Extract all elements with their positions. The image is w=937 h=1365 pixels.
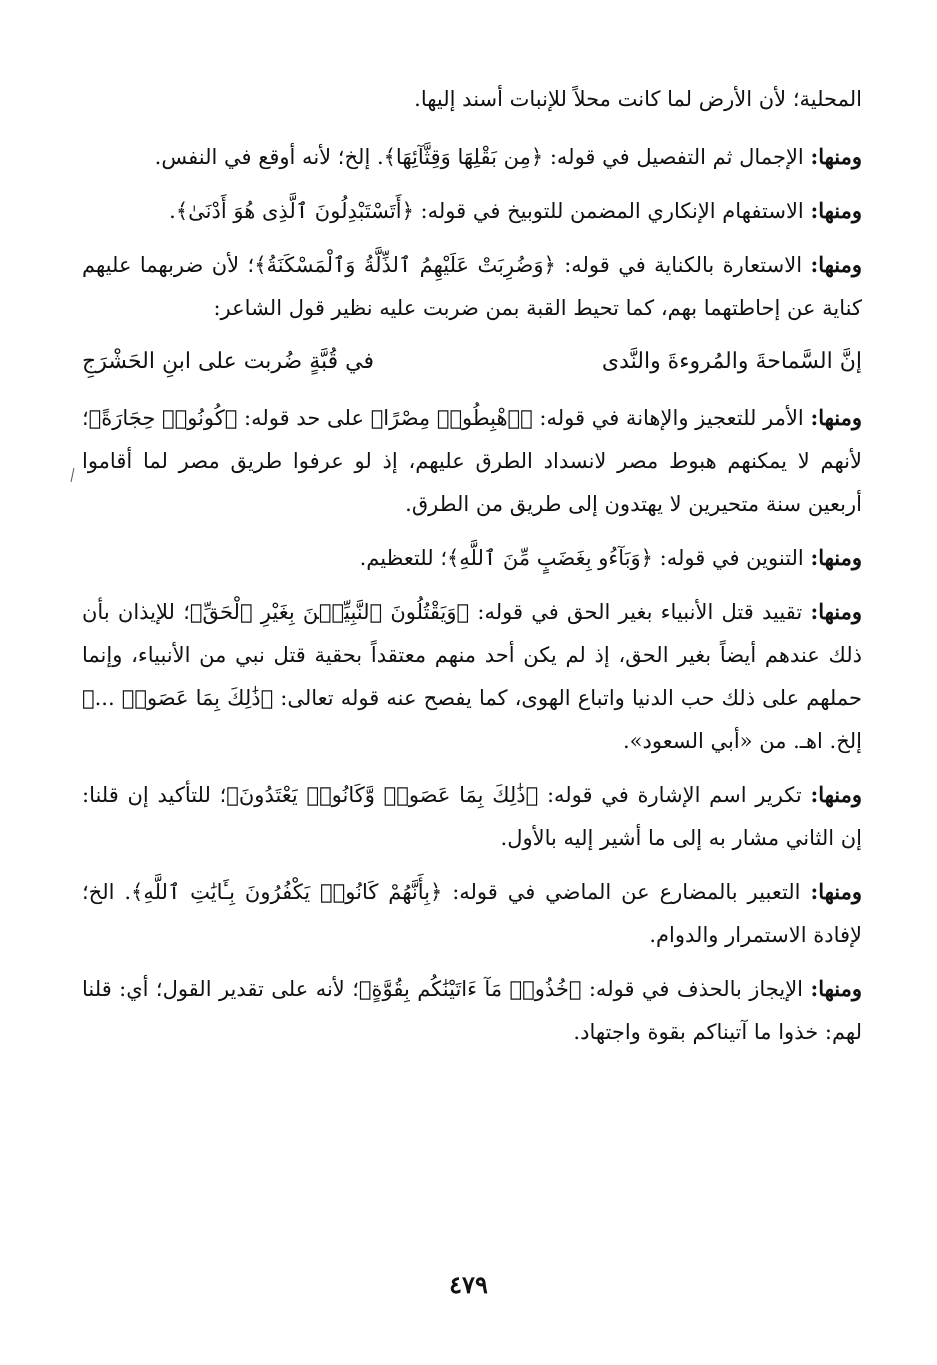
scan-mark [71,468,75,482]
paragraph-lead: ومنها: [810,144,862,169]
paragraph-text: الاستفهام الإنكاري المضمن للتوبيخ في قوله: ﴿أَتَسْتَبْدِلُونَ ٱلَّذِى هُوَ أَدْنَىٰ﴾. [169,199,811,223]
paragraph-tabir [82,870,862,957]
paragraph-text: الأمر للتعجيز والإهانة في قوله: ﴿ٱهْبِطُوا۟ مِصْرًا﴾ على حد قوله: ﴿كُونُوا۟ حِجَارَةً﴾؛ لأنهم لا يمكنهم هبوط مصر لانسداد الطرق عليهم، إذ لو عرفوا طريق مصر لما أقاموا أربعين سنة متحيرين لا يهتدون إلى طريق من الطرق. [82,406,862,516]
page-body [82,78,862,1064]
paragraph-lead: ومنها: [810,252,862,277]
paragraph-text: تقييد قتل الأنبياء بغير الحق في قوله: ﴿وَيَقْتُلُونَ ٱلنَّبِيِّـۧنَ بِغَيْرِ ٱلْحَقِّ﴾؛ للإيذان بأن ذلك عندهم أيضاً بغير الحق، إذ لم يكن أحد منهم معتقداً بحقية قتل نبي من الأنبياء، وإنما حملهم على ذلك حب الدنيا واتباع الهوى، كما يفصح عنه قوله تعالى: ﴿ذَٰلِكَ بِمَا عَصَوا۟ ...﴾ إلخ. اهـ. من «أبي السعود». [82,600,862,753]
paragraph-intro [82,78,862,121]
paragraph-lead: ومنها: [810,782,862,807]
paragraph-takrir [82,773,862,860]
paragraph-istifham [82,189,862,233]
paragraph-text: التعبير بالمضارع عن الماضي في قوله: ﴿بِأَنَّهُمْ كَانُوا۟ يَكْفُرُونَ بِـَٔايَٰتِ ٱللَّهِ﴾. الخ؛ لإفادة الاستمرار والدوام. [82,880,862,947]
paragraph-taqyid [82,590,862,763]
paragraph-tanwin [82,536,862,580]
paragraph-istiara [82,243,862,330]
paragraph-lead: ومنها: [810,545,862,570]
page-number: ٤٧٩ [449,1270,488,1299]
paragraph-ijmal [82,135,862,179]
paragraph-lead: ومنها: [810,599,862,624]
paragraph-lead: ومنها: [810,198,862,223]
paragraph-text: تكرير اسم الإشارة في قوله: ﴿ذَٰلِكَ بِمَا عَصَوا۟ وَّكَانُوا۟ يَعْتَدُونَ﴾؛ للتأكيد إن قلنا: إن الثاني مشار به إلى ما أشير إليه بالأول. [82,783,862,850]
paragraph-ijaz [82,967,862,1054]
paragraph-text: المحلية؛ لأن الأرض لما كانت محلاً للإنبات أسند إليها. [414,87,862,111]
verse-first-hemistich: إنَّ السَّماحةَ والمُروءةَ والنَّدى [601,349,862,374]
poetry-verse [82,340,862,384]
paragraph-text: الإيجاز بالحذف في قوله: ﴿خُذُوا۟ مَآ ءَاتَيْنَٰكُم بِقُوَّةٍ﴾؛ لأنه على تقدير القول؛ أي: قلنا لهم: خذوا ما آتيناكم بقوة واجتهاد. [82,977,862,1044]
paragraph-amr [82,396,862,526]
paragraph-lead: ومنها: [810,405,862,430]
paragraph-lead: ومنها: [810,976,862,1001]
paragraph-text: الاستعارة بالكناية في قوله: ﴿وَضُرِبَتْ عَلَيْهِمُ ٱلذِّلَّةُ وَٱلْمَسْكَنَةُ﴾؛ لأن ضربهما عليهم كناية عن إحاطتهما بهم، كما تحيط القبة بمن ضربت عليه نظير قول الشاعر: [82,253,862,320]
paragraph-text: التنوين في قوله: ﴿وَبَآءُو بِغَضَبٍ مِّنَ ٱللَّهِ﴾؛ للتعظيم. [359,546,811,570]
paragraph-lead: ومنها: [810,879,862,904]
paragraph-text: الإجمال ثم التفصيل في قوله: ﴿مِن بَقْلِهَا وَقِثَّآئِهَا﴾. إلخ؛ لأنه أوقع في النفس. [154,145,811,169]
verse-second-hemistich: في قُبَّةٍ ضُربت على ابنِ الحَشْرَجِ [82,349,375,374]
